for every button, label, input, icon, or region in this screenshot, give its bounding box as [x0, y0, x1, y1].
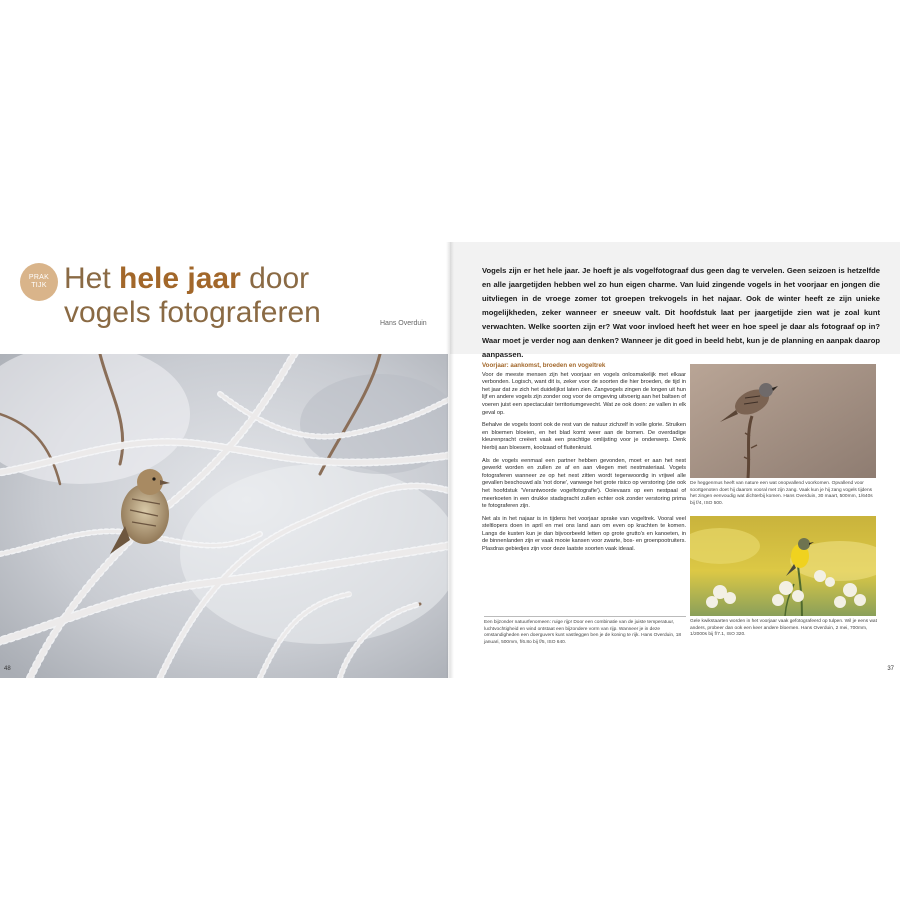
page-number-right: 37 [887, 666, 894, 672]
page-number-left: 48 [4, 666, 11, 672]
yellow-wagtail-image [690, 516, 876, 616]
title-pre: Het [64, 262, 120, 295]
badge-line-1: PRAK [28, 274, 50, 281]
dunnock-image [690, 364, 876, 478]
title-line-2: vogels fotograferen [64, 296, 321, 329]
caption-yellow-wagtail: Gele kwikstaarten worden in het voorjaar vaak gefotografeerd op tulpen. Wil je eens wat anders, probeer dan ook een keer andere bloemen. Hans Overduin, 2 mei, 700mm, 1/2000s bij f/7.1, ISO 320. [690, 619, 877, 638]
paragraph-3: Als de vogels eenmaal een partner hebben gevonden, moet er aan het nest gewerkt worden en zullen ze af en aan vliegen met nestmateriaal. Vogels fotograferen wanneer ze op het nest zitten wordt tegenwoordig in vrijwel alle gevallen beschouwd als 'not done', vanwege het grote risico op verstoring (zie ook het hoofdstuk 'Verantwoorde vogelfotografie'). Ooievaars op een nestpaal of meerkoeten in een drukke stadsgracht zullen echter ook zonder verstoring prima te fotograferen zijn. [482, 457, 686, 510]
photo-dunnock [690, 364, 876, 478]
caption-divider [484, 616, 686, 617]
hero-photo-caption: Een bijzonder natuurfenomeen: ruige rijp! Door een combinatie van de juiste temperatuur, luchtvochtigheid en wind ontstaat een bijzondere vorm van rijp. Wanneer je in deze omstandigheden een doerguvers kunt vastleggen ben je de koning te rijk. Hans Overduin, 18 januari, 500mm, f/6.8o bij f/5, ISO 640. [484, 620, 682, 645]
paragraph-1: Voor de meeste mensen zijn het voorjaar en vogels onlosmakelijk met elkaar verbonden. Logisch, want dit is, zeker voor de soorten die hier broeden, de tijd in het jaar dat ze zich het duidelijkst laten zien. Zangvogels zingen de longen uit hun lijf en andere vogels zijn zonder oog voor de omgeving uitvoerig aan het baltsen of voeren juist een spectaculair territoriumgevecht. Wat ze ook doen: ze vallen in elk geval op. [482, 371, 686, 416]
right-page [450, 242, 900, 678]
body-column [482, 362, 686, 559]
paragraph-4: Net als in het najaar is in tijdens het voorjaar sprake van vogeltrek. Vooral veel steltlopers doen in april en mei ons land aan om even op krachten te komen. Langs de kusten kun je dan bijvoorbeeld letten op grote grutto's en kanoeten, in de binnenlanden zijn er vaak mooie kansen voor zwarte, bos- en groenpootruiters. Plasdras gebiedjes zijn voor deze laatste soorten vaak ideaal. [482, 515, 686, 553]
left-page [0, 242, 450, 678]
photo-yellow-wagtail [690, 516, 876, 616]
paragraph-2: Behalve de vogels toont ook de rest van de natuur zichzelf in volle glorie. Struiken en bloemen bloeien, en het blad komt weer aan de bomen. De overdadige kleurenpracht creëert vaak een prachtige omlijsting voor je onderwerp. Denk hierbij aan bloesem, koolzaad of fluitenkruid. [482, 422, 686, 451]
bird-in-frost-image [0, 354, 448, 678]
book-spread [0, 242, 900, 678]
caption-dunnock: De heggenmus heeft van nature een wat onopvallend voorkomen. Opvallend voor soortgenoten doet hij daarom vooral met zijn zang. Vaak kun je hij zang vogels tijdens het zingen eenvoudig wat dichterbij komen. Hans Overduin, 30 maart, 500mm, 1/640s bij f/4, ISO 500. [690, 481, 873, 506]
praktijk-badge [20, 263, 58, 301]
title-bold: hele jaar [119, 262, 241, 295]
title-post: door [240, 262, 310, 295]
badge-line-2: TIJK [31, 282, 47, 289]
section-heading: Voorjaar: aankomst, broeden en vogeltrek [482, 362, 606, 369]
title-line-1 [64, 262, 444, 296]
intro-paragraph: Vogels zijn er het hele jaar. Je hoeft je als vogelfotograaf dus geen dag te vervelen. Geen seizoen is hetzelfde en alle jaargetijden hebben wel zo hun eigen charme. Van luid zingende vogels in het voorjaar en jongen die uitvliegen in de vroege zomer tot groepen trekvogels in het najaar. Ook de winter heeft ze zijn unieke mogelijkheden, zeker wanneer er sneeuw valt. Dit hoofdstuk laat per jaargetijde zien wat je zoal kunt verwachten. Welke soorten zijn er? Wat voor invloed heeft het weer en hoe speel je daar als fotograaf op in? Waar moet je verder nog aan denken? Wanneer je dit goed in beeld hebt, kun je de planning en aanpak daarop aanpassen. [482, 266, 880, 359]
author-name: Hans Overduin [380, 320, 427, 327]
hero-photo-frosted-branches [0, 354, 448, 678]
